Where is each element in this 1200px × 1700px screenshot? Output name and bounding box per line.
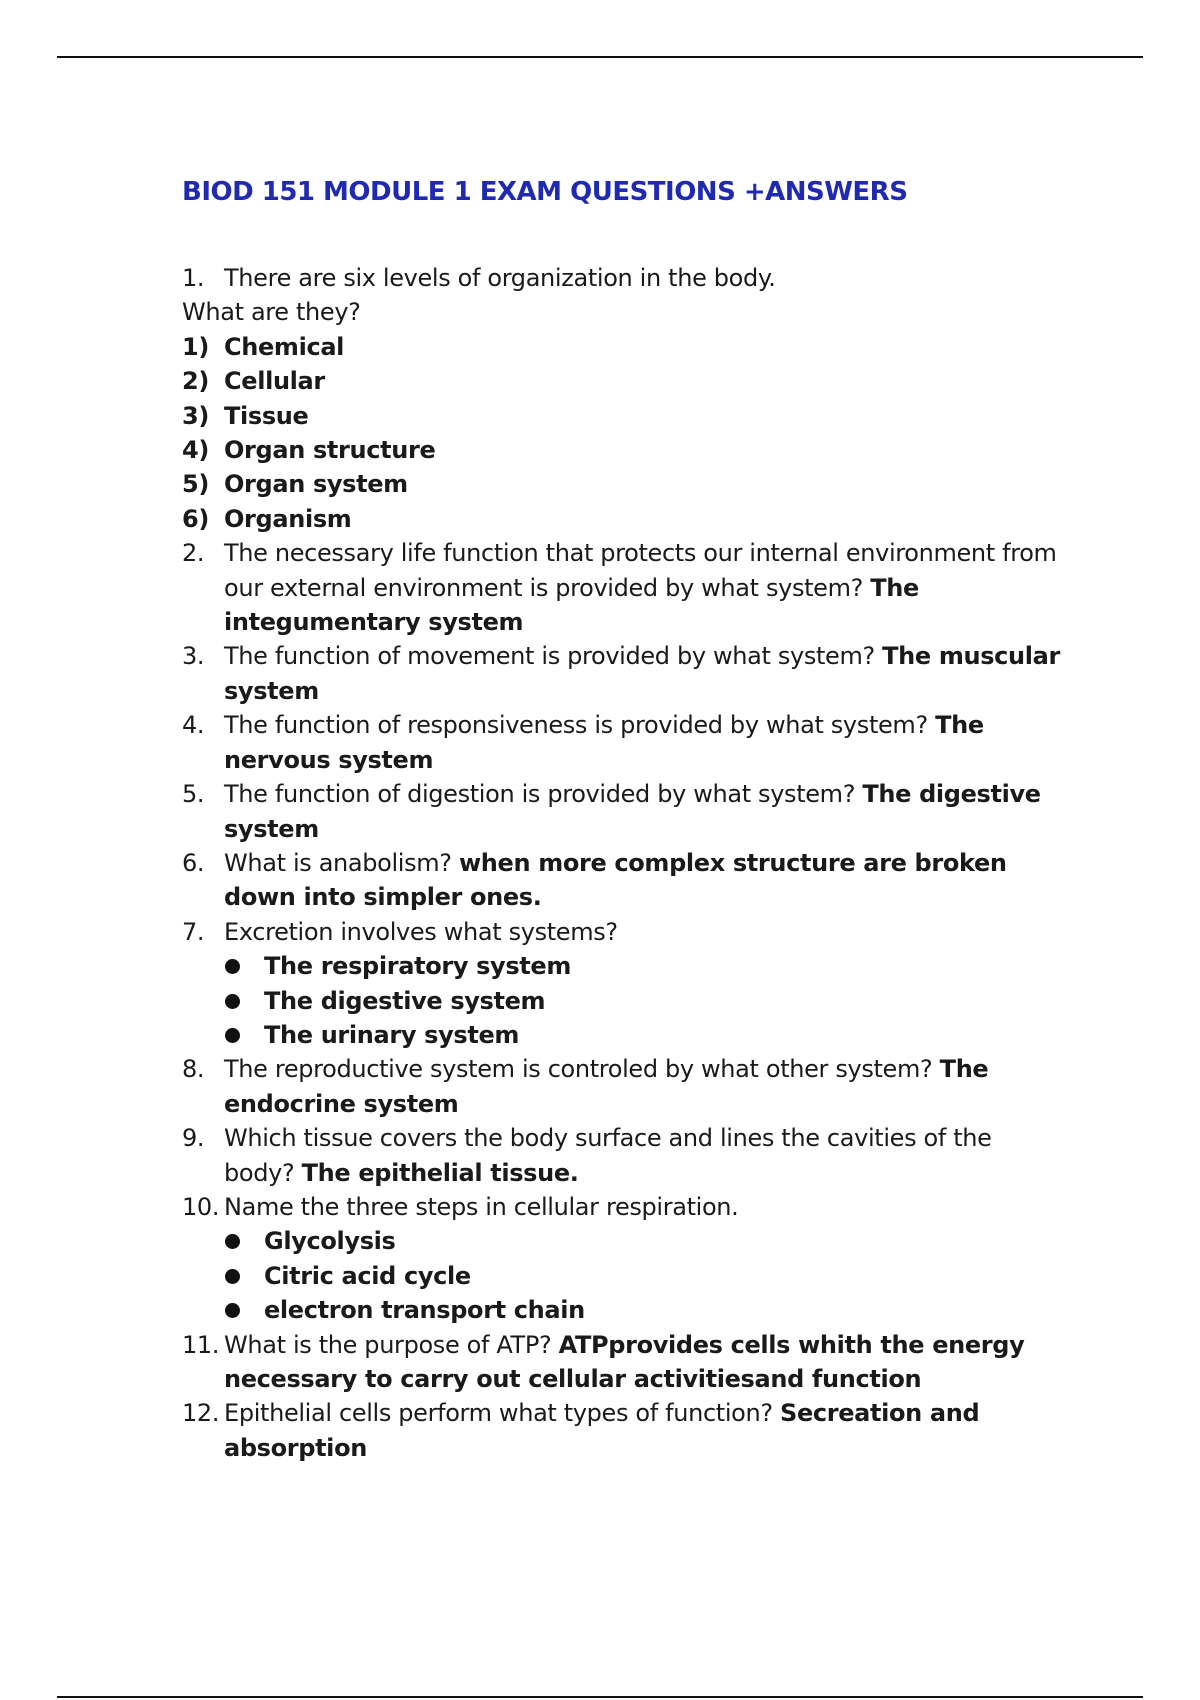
question-text: The function of movement is provided by what system? [224,642,883,671]
level-number: 3) [182,401,209,430]
level-item [182,467,1062,501]
bullet-item [182,949,1062,983]
bullet-item [182,1018,1062,1052]
question-4 [182,708,1062,777]
bullet-icon [224,1259,264,1293]
bullet-text: The respiratory system [264,952,571,981]
question-8 [182,1052,1062,1121]
level-number: 5) [182,470,209,499]
bullet-icon [224,1293,264,1327]
answer-text: The epithelial tissue. [301,1158,579,1187]
level-text: Chemical [224,332,345,361]
level-item [182,502,1062,536]
question-10 [182,1190,1062,1224]
question-text: What is anabolism? [224,848,459,877]
level-text: Organism [224,504,352,533]
bullet-icon [224,984,264,1018]
bullet-item [182,984,1062,1018]
level-item [182,364,1062,398]
question-text: Excretion involves what systems? [224,917,618,946]
bullet-item [182,1259,1062,1293]
question-number: 6. [182,848,205,877]
bullet-icon [224,949,264,983]
question-number: 12. [182,1399,220,1428]
question-6 [182,846,1062,915]
question-text: The necessary life function that protects our internal environment from our external environment is provided by what system? [224,539,1057,602]
document-page [182,172,1062,1465]
level-number: 1) [182,332,209,361]
question-12 [182,1396,1062,1465]
header-rule [57,56,1143,58]
question-text: Which tissue covers the body surface and lines the cavities of the body? [224,1124,992,1187]
answer-text: The nervous system [224,711,984,774]
question-9 [182,1121,1062,1190]
question-7 [182,915,1062,949]
bullet-item [182,1293,1062,1327]
question-text: The reproductive system is controled by what other system? [224,1055,940,1084]
question-2 [182,536,1062,639]
level-text: Organ system [224,470,408,499]
question-number: 8. [182,1055,205,1084]
question-1 [182,261,1062,295]
bullet-text: Citric acid cycle [264,1261,471,1290]
answer-text: The digestive system [224,780,1041,843]
question-1-continuation: What are they? [182,298,361,327]
answer-text: The integumentary system [224,573,919,637]
question-number: 5. [182,780,205,809]
level-number: 2) [182,367,209,396]
answer-text: Secreation and absorption [224,1399,980,1462]
level-item [182,330,1062,364]
question-number: 3. [182,642,205,671]
question-number: 2. [182,539,205,568]
question-number: 10. [182,1192,220,1221]
question-11 [182,1328,1062,1397]
question-text: Name the three steps in cellular respiration. [224,1192,739,1221]
question-text: There are six levels of organization in the body. [224,264,776,292]
bullet-text: Glycolysis [264,1227,396,1256]
question-3 [182,639,1062,708]
level-text: Tissue [224,401,309,430]
bullet-icon [224,1224,264,1258]
question-text: What is the purpose of ATP? [224,1330,559,1359]
level-text: Cellular [224,367,325,396]
level-item [182,399,1062,433]
bullet-icon [224,1018,264,1052]
question-number: 7. [182,917,205,946]
answer-text: when more complex structure are broken down into simpler ones. [224,848,1007,912]
question-text: The function of responsiveness is provided by what system? [224,711,936,740]
level-text: Organ structure [224,436,436,465]
question-5 [182,777,1062,846]
level-number: 4) [182,436,209,465]
bullet-text: The digestive system [264,986,546,1015]
question-number: 4. [182,711,205,740]
answer-text: The endocrine system [224,1055,989,1118]
question-number: 11. [182,1330,220,1359]
answer-text: The muscular system [224,642,1060,705]
question-text: Epithelial cells perform what types of function? [224,1399,781,1428]
level-item [182,433,1062,467]
answer-text: ATPprovides cells whith the energy necessary to carry out cellular activitiesand function [224,1330,1025,1393]
document-title: BIOD 151 MODULE 1 EXAM QUESTIONS +ANSWERS [182,177,908,207]
question-number: 1. [182,264,205,292]
footer-rule [57,1696,1143,1698]
bullet-text: The urinary system [264,1020,520,1049]
level-number: 6) [182,504,209,533]
bullet-text: electron transport chain [264,1296,585,1325]
question-number: 9. [182,1124,205,1153]
bullet-item [182,1224,1062,1258]
question-text: The function of digestion is provided by what system? [224,780,863,809]
